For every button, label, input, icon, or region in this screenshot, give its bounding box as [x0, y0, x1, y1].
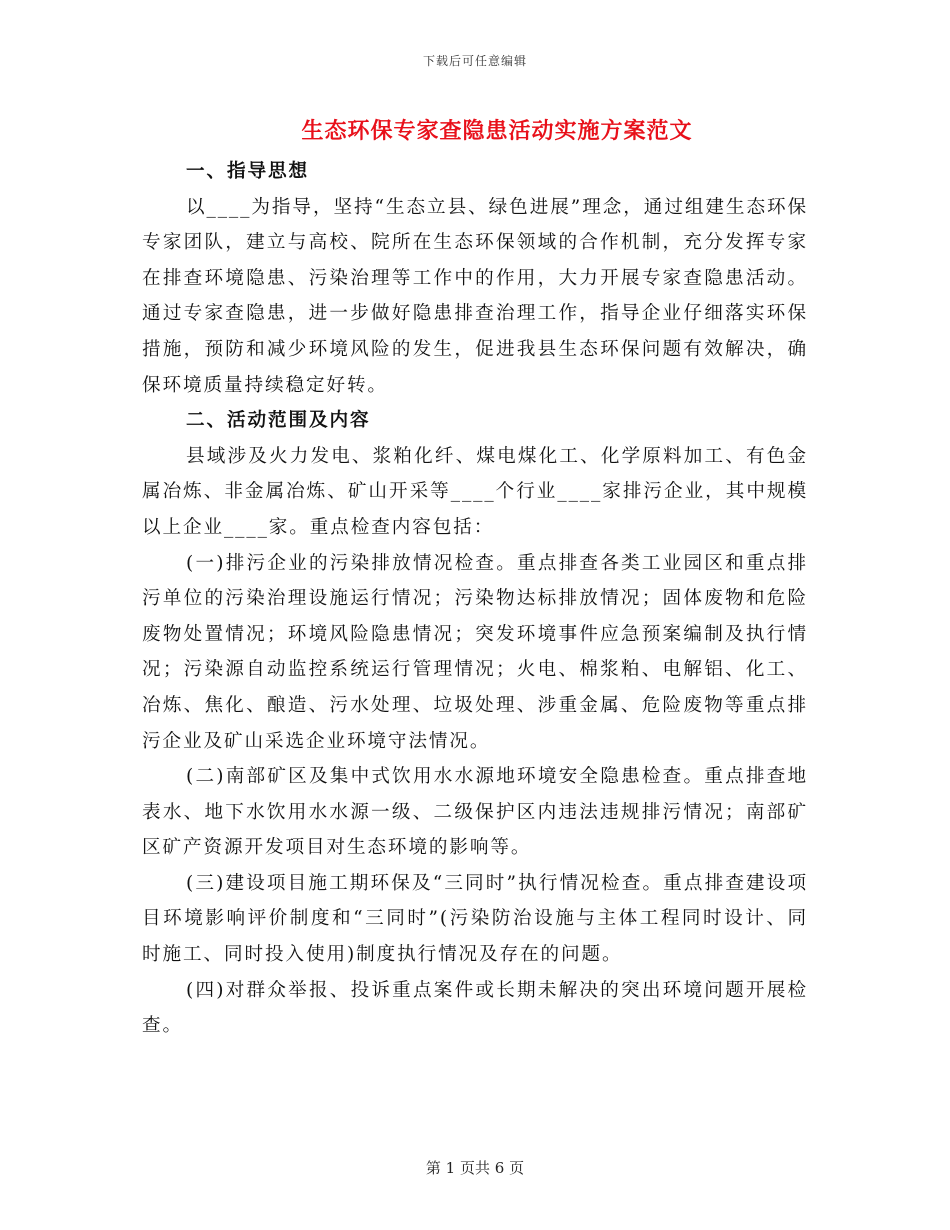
paragraph-guiding-ideology: 以____为指导，坚持“生态立县、绿色进展”理念，通过组建生态环保专家团队，建立与高校、院所在生态环保领域的合作机制，充分发挥专家在排查环境隐患、污染治理等工作中的作用，大力开展专家查隐患活动。通过专家查隐患，进一步做好隐患排查治理工作，指导企业仔细落实环保措施，预防和减少环境风险的发生，促进我县生态环保问题有效解决，确保环境质量持续稳定好转。: [142, 196, 808, 396]
paragraph-item-3-construction-projects: (三)建设项目施工期环保及“三同时”执行情况检查。重点排查建设项目环境影响评价制度和“三同时”(污染防治设施与主体工程同时设计、同时施工、同时投入使用)制度执行情况及存在的问题。: [142, 872, 808, 966]
paragraph-item-2-water-source: (二)南部矿区及集中式饮用水水源地环境安全隐患检查。重点排查地表水、地下水饮用水水源一级、二级保护区内违法违规排污情况；南部矿区矿产资源开发项目对生态环境的影响等。: [142, 766, 808, 859]
document-body: [142, 154, 808, 1044]
paragraph-item-1-pollution-discharge: (一)排污企业的污染排放情况检查。重点排查各类工业园区和重点排污单位的污染治理设施运行情况；污染物达标排放情况；固体废物和危险废物处置情况；环境风险隐患情况；突发环境事件应急预案编制及执行情况；污染源自动监控系统运行管理情况；火电、棉浆粕、电解铝、化工、冶炼、焦化、酿造、污水处理、垃圾处理、涉重金属、危险废物等重点排污企业及矿山采选企业环境守法情况。: [142, 552, 808, 752]
page-number: 第 1 页共 6 页: [425, 1159, 525, 1177]
section-heading-scope-content: 二、活动范围及内容: [186, 410, 371, 432]
paragraph-scope-intro: 县域涉及火力发电、浆粕化纤、煤电煤化工、化学原料加工、有色金属冶炼、非金属冶炼、矿山开采等____个行业____家排污企业，其中规模以上企业____家。重点检查内容包括：: [142, 445, 808, 538]
document-title: 生态环保专家查隐患活动实施方案范文: [301, 118, 693, 144]
paragraph-item-4-public-complaints: (四)对群众举报、投诉重点案件或长期未解决的突出环境问题开展检查。: [142, 979, 808, 1037]
section-heading-guiding-ideology: 一、指导思想: [186, 161, 309, 182]
page-header-note: 下载后可任意编辑: [422, 54, 527, 68]
